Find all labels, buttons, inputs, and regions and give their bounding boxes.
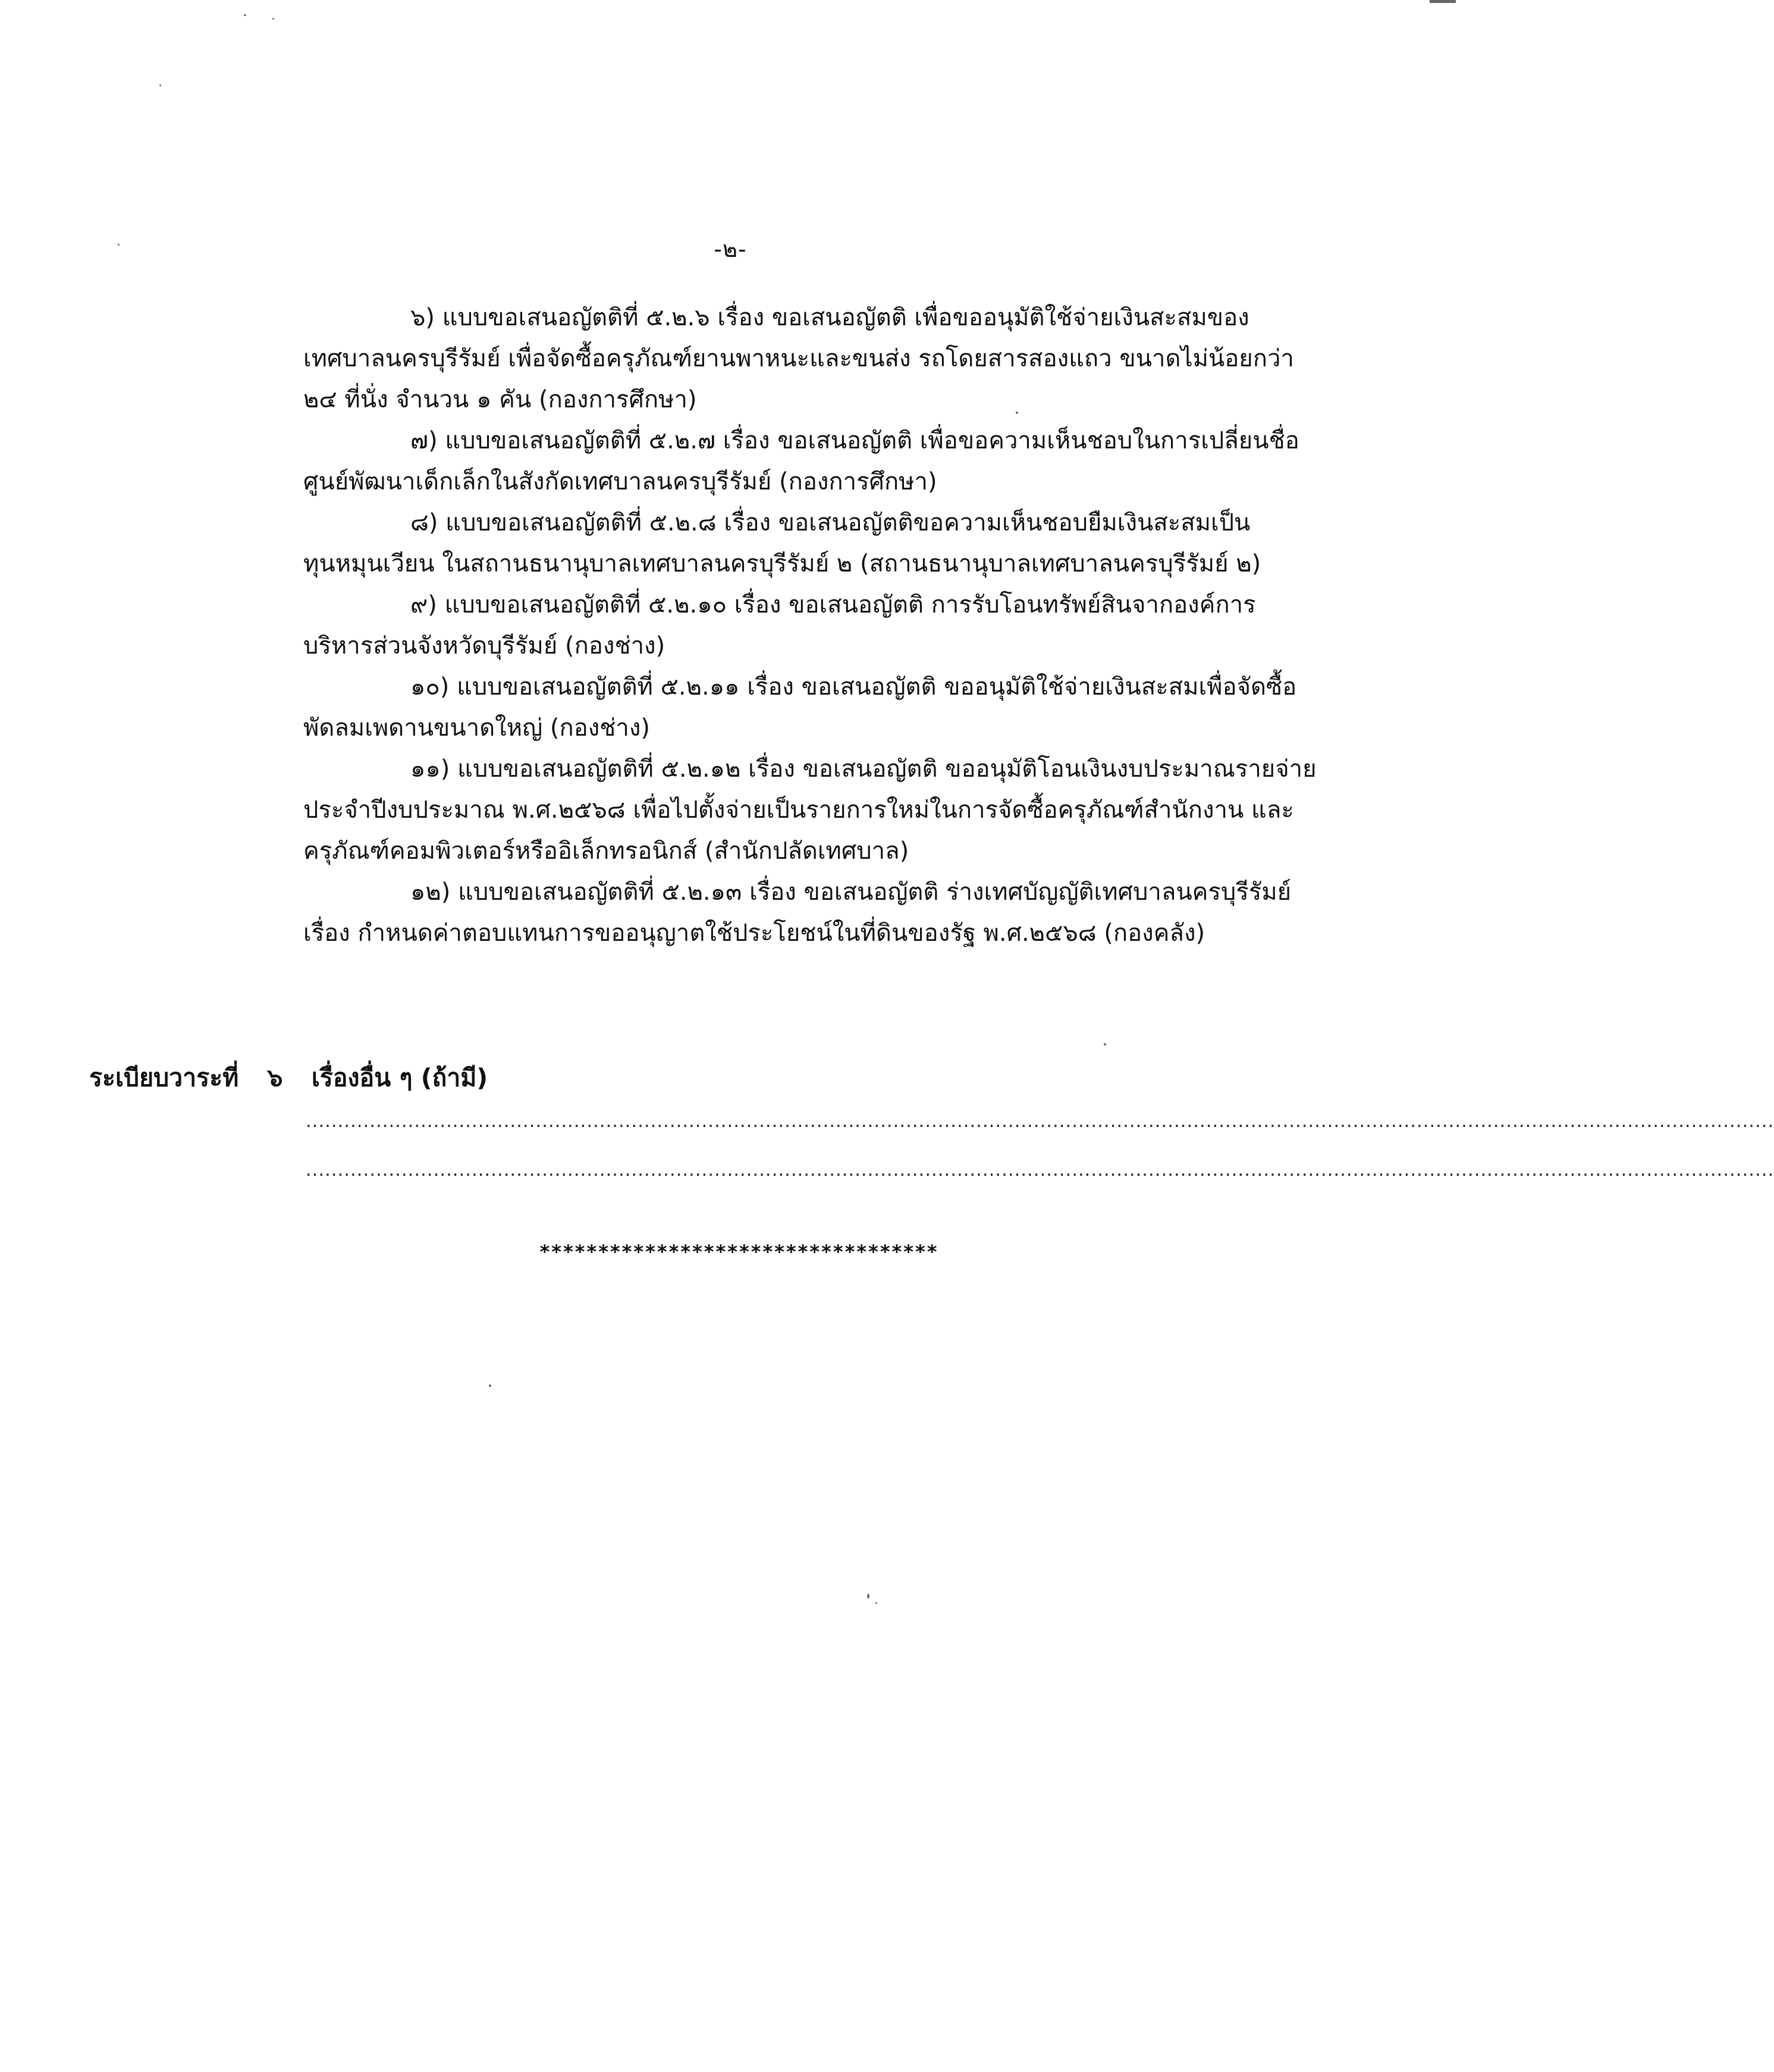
agenda-items-list (303, 297, 1338, 954)
item-line: ครุภัณฑ์คอมพิวเตอร์หรืออิเล็กทรอนิกส์ (สำนักปลัดเทศบาล) (303, 837, 909, 865)
agenda-item-9 (303, 585, 1338, 667)
scan-speck (875, 1602, 877, 1604)
agenda-item-12 (303, 872, 1338, 954)
agenda-heading (89, 1059, 508, 1097)
scan-speck (489, 1385, 491, 1387)
item-line: ๖) แบบขอเสนอญัตติที่ ๕.๒.๖ เรื่อง ขอเสนอญัตติ เพื่อขออนุมัติใช้จ่ายเงินสะสมของ (410, 304, 1249, 331)
item-line: ทุนหมุนเวียน ในสถานธนานุบาลเทศบาลนครบุรีรัมย์ ๒ (สถานธนานุบาลเทศบาลนครบุรีรัมย์ ๒) (303, 550, 1261, 577)
item-line: ประจำปีงบประมาณ พ.ศ.๒๕๖๘ เพื่อไปตั้งจ่ายเป็นรายการใหม่ในการจัดซื้อครุภัณฑ์สำนักงาน และ (303, 796, 1294, 824)
page-number: -๒- (714, 236, 747, 262)
item-line: บริหารส่วนจังหวัดบุรีรัมย์ (กองช่าง) (303, 632, 665, 660)
scan-speck (244, 14, 246, 16)
scan-speck (1104, 1043, 1106, 1046)
item-line: พัดลมเพดานขนาดใหญ่ (กองช่าง) (303, 714, 650, 742)
agenda-item-11 (303, 749, 1338, 872)
agenda-label: ระเบียบวาระที่ (89, 1063, 239, 1092)
item-line: ๒๔ ที่นั่ง จำนวน ๑ คัน (กองการศึกษา) (303, 386, 697, 413)
blank-fill-line-2: ...................................................................................................................................................................................................................................... (306, 1160, 1774, 1181)
scan-speck (1430, 0, 1456, 3)
closing-separator: ********************************** (539, 1241, 939, 1263)
agenda-number: ๖ (267, 1063, 283, 1092)
item-line: ศูนย์พัฒนาเด็กเล็กในสังกัดเทศบาลนครบุรีรัมย์ (กองการศึกษา) (303, 468, 937, 495)
scan-speck (272, 18, 274, 20)
scan-speck (159, 84, 161, 86)
item-line: ๑๒) แบบขอเสนอญัตติที่ ๕.๒.๑๓ เรื่อง ขอเสนอญัตติ ร่างเทศบัญญัติเทศบาลนครบุรีรัมย์ (410, 878, 1292, 906)
item-line: ๘) แบบขอเสนอญัตติที่ ๕.๒.๘ เรื่อง ขอเสนอญัตติขอความเห็นชอบยืมเงินสะสมเป็น (410, 509, 1251, 536)
scan-speck (867, 1594, 869, 1599)
item-line: เทศบาลนครบุรีรัมย์ เพื่อจัดซื้อครุภัณฑ์ยานพาหนะและขนส่ง รถโดยสารสองแถว ขนาดไม่น้อยกว่า (303, 345, 1294, 372)
item-line: ๙) แบบขอเสนอญัตติที่ ๕.๒.๑๐ เรื่อง ขอเสนอญัตติ การรับโอนทรัพย์สินจากองค์การ (410, 591, 1256, 619)
agenda-item-10 (303, 667, 1338, 749)
item-line: ๑๑) แบบขอเสนอญัตติที่ ๕.๒.๑๒ เรื่อง ขอเสนอญัตติ ขออนุมัติโอนเงินงบประมาณรายจ่าย (410, 755, 1317, 783)
item-line: เรื่อง กำหนดค่าตอบแทนการขออนุญาตใช้ประโยชน์ในที่ดินของรัฐ พ.ศ.๒๕๖๘ (กองคลัง) (303, 919, 1205, 947)
blank-fill-line-1: ...................................................................................................................................................................................................................................... (306, 1111, 1774, 1132)
agenda-item-6 (303, 297, 1338, 420)
item-line: ๑๐) แบบขอเสนอญัตติที่ ๕.๒.๑๑ เรื่อง ขอเสนอญัตติ ขออนุมัติใช้จ่ายเงินสะสมเพื่อจัดซื้อ (410, 673, 1297, 701)
item-line: ๗) แบบขอเสนอญัตติที่ ๕.๒.๗ เรื่อง ขอเสนอญัตติ เพื่อขอความเห็นชอบในการเปลี่ยนชื่อ (410, 427, 1299, 454)
scan-speck (1016, 412, 1018, 414)
agenda-title: เรื่องอื่น ๆ (ถ้ามี) (311, 1063, 488, 1092)
agenda-item-7 (303, 420, 1338, 503)
agenda-item-8 (303, 503, 1338, 585)
scan-speck (118, 244, 120, 246)
